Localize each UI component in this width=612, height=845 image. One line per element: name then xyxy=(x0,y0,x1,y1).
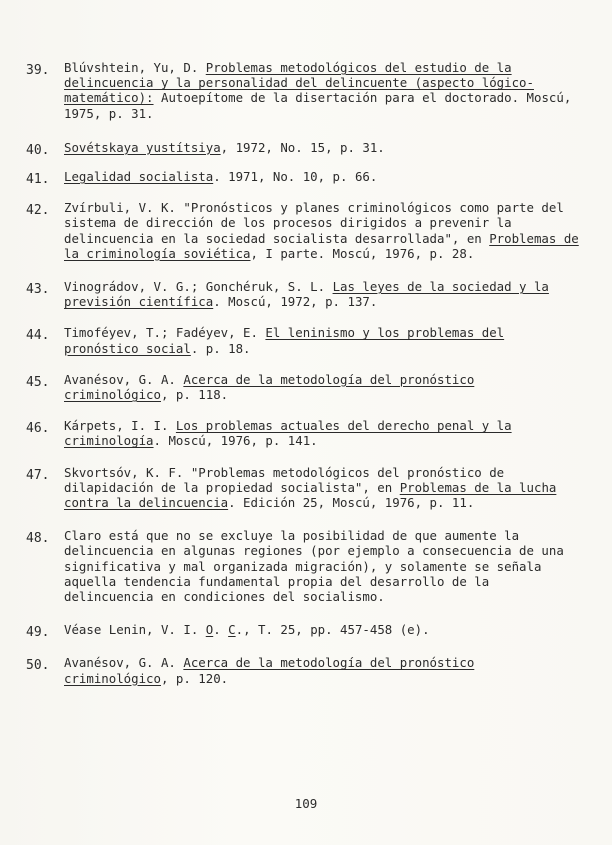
footnote-50 xyxy=(26,655,582,685)
underlined-title: Problemas de la criminología soviética xyxy=(64,230,579,261)
footnote-text: Avanésov, G. A. Acerca de la metodología del pronóstico criminológico, p. 118. xyxy=(64,371,475,403)
footnote-text: Véase Lenin, V. I. O. C., T. 25, pp. 457-458 (e). xyxy=(64,622,430,638)
underlined-title: Problemas de la lucha contra la delincuencia xyxy=(64,479,557,511)
footnote-48 xyxy=(26,528,582,604)
footnote-number: 40. xyxy=(26,142,50,158)
footnote-text: Sovétskaya yustítsiya, 1972, No. 15, p. 31. xyxy=(64,139,385,155)
underlined-title: O xyxy=(205,622,214,638)
underlined-title: Acerca de la metodología del pronóstico criminológico xyxy=(64,371,475,403)
underlined-title: C xyxy=(228,622,236,638)
underlined-title: Acerca de la metodología del pronóstico criminológico xyxy=(64,655,475,686)
underlined-title: Sovétskaya yustítsiya xyxy=(64,139,221,155)
footnote-text: Zvírbuli, V. K. "Pronósticos y planes criminológicos como parte del sistema de dirección de los procesos dirigidos a prevenir la delincuencia en la sociedad socialista desarrollada", en Problemas de la criminología soviética, I parte. Moscú, 1976, p. 28. xyxy=(64,200,579,261)
footnote-number: 46. xyxy=(26,421,50,437)
footnote-number: 43. xyxy=(26,282,50,298)
underlined-title: Legalidad socialista xyxy=(64,169,214,185)
footnote-number: 50. xyxy=(26,658,50,674)
footnote-text: Avanésov, G. A. Acerca de la metodología del pronóstico criminológico, p. 120. xyxy=(64,655,475,686)
footnote-40 xyxy=(26,139,582,158)
footnote-46 xyxy=(26,418,582,448)
footnote-number: 44. xyxy=(26,328,50,344)
footnote-45 xyxy=(26,372,582,402)
footnote-number: 49. xyxy=(26,625,50,641)
footnote-list xyxy=(26,60,582,686)
footnote-text: Skvortsóv, K. F. "Problemas metodológicos del pronóstico de dilapidación de la propiedad socialista", en Problemas de la lucha contra la delincuencia. Edición 25, Moscú, 1976, p. 11. xyxy=(64,464,557,511)
footnote-text: Legalidad socialista. 1971, No. 10, p. 66. xyxy=(64,169,378,185)
footnote-text: Blúvshtein, Yu, D. Problemas metodológicos del estudio de la delincuencia y la personalidad del delincuente (aspecto lógico-matemático): Autoepítome de la disertación para el doctorado. Moscú, 1975, p. 31. xyxy=(64,60,572,121)
footnote-39 xyxy=(26,60,582,121)
underlined-title: Los problemas actuales del derecho penal y la criminología xyxy=(64,418,512,449)
footnote-text: Timoféyev, T.; Fadéyev, E. El leninismo y los problemas del pronóstico social. p. 18. xyxy=(64,325,505,356)
footnote-text: Vinográdov, V. G.; Gonchéruk, S. L. Las leyes de la sociedad y la previsión científica. Moscú, 1972, p. 137. xyxy=(64,279,549,310)
page-number: 109 xyxy=(294,796,318,811)
footnote-number: 48. xyxy=(26,531,50,547)
footnote-41 xyxy=(26,169,582,188)
footnote-43 xyxy=(26,279,582,309)
footnote-49 xyxy=(26,622,582,641)
underlined-title: Las leyes de la sociedad y la previsión científica xyxy=(64,279,549,310)
footnote-42 xyxy=(26,200,582,261)
underlined-title: El leninismo y los problemas del pronóstico social xyxy=(64,325,505,356)
footnote-number: 39. xyxy=(26,63,50,78)
footnote-44 xyxy=(26,325,582,355)
footnote-number: 47. xyxy=(26,467,50,483)
footnote-47 xyxy=(26,465,582,511)
footnote-number: 45. xyxy=(26,374,50,390)
underlined-title: Problemas metodológicos del estudio de la delincuencia y la personalidad del delincuente (aspecto lógico-matemático): xyxy=(64,60,534,106)
footnote-number: 41. xyxy=(26,172,50,188)
footnote-text: Kárpets, I. I. Los problemas actuales del derecho penal y la criminología. Moscú, 1976, p. 141. xyxy=(64,418,512,449)
footnote-number: 42. xyxy=(26,203,50,219)
footnote-text: Claro está que no se excluye la posibilidad de que aumente la delincuencia en algunas regiones (por ejemplo a consecuencia de una significativa y mal organizada migración), y solamente se señala aquella tendencia fundamental propia del desarrollo de la delincuencia en condiciones del socialismo. xyxy=(64,528,564,605)
